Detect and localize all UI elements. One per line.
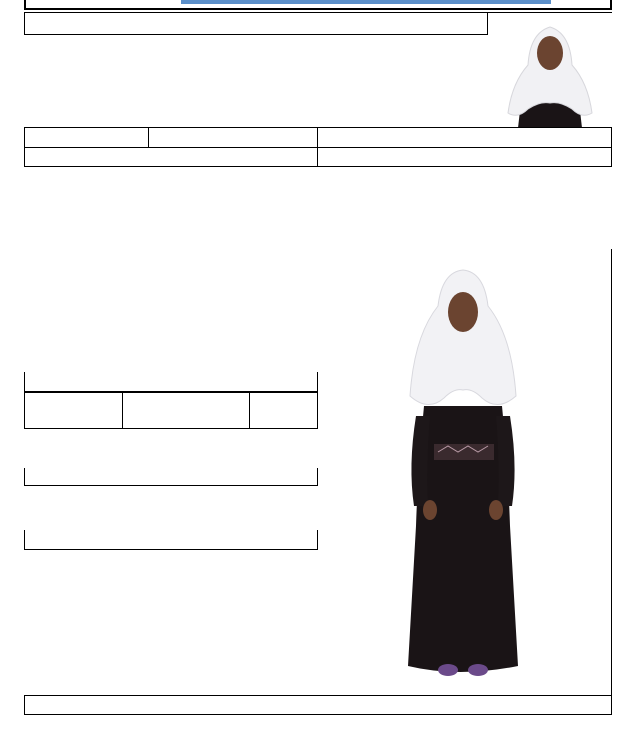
portrait-svg bbox=[488, 13, 612, 128]
applicant-photo-portrait bbox=[488, 12, 612, 127]
languages-table bbox=[24, 392, 318, 429]
phone-value bbox=[148, 128, 318, 148]
education-label bbox=[25, 393, 123, 429]
phone-name-row bbox=[24, 127, 612, 148]
full-body-svg bbox=[398, 266, 528, 686]
phone-label bbox=[25, 128, 149, 148]
applicant-photo-full bbox=[398, 266, 528, 686]
passport-header bbox=[318, 147, 612, 167]
languages-header bbox=[24, 372, 318, 392]
top-frame bbox=[24, 0, 612, 10]
skills-header bbox=[24, 530, 318, 550]
work-header bbox=[24, 468, 318, 486]
title-bar bbox=[24, 12, 488, 35]
top-strip bbox=[181, 0, 551, 4]
education-value bbox=[122, 393, 250, 429]
applicant-name bbox=[318, 128, 612, 148]
applicant-header bbox=[24, 147, 318, 167]
remarks-row bbox=[24, 695, 612, 715]
education-ar bbox=[250, 393, 318, 429]
